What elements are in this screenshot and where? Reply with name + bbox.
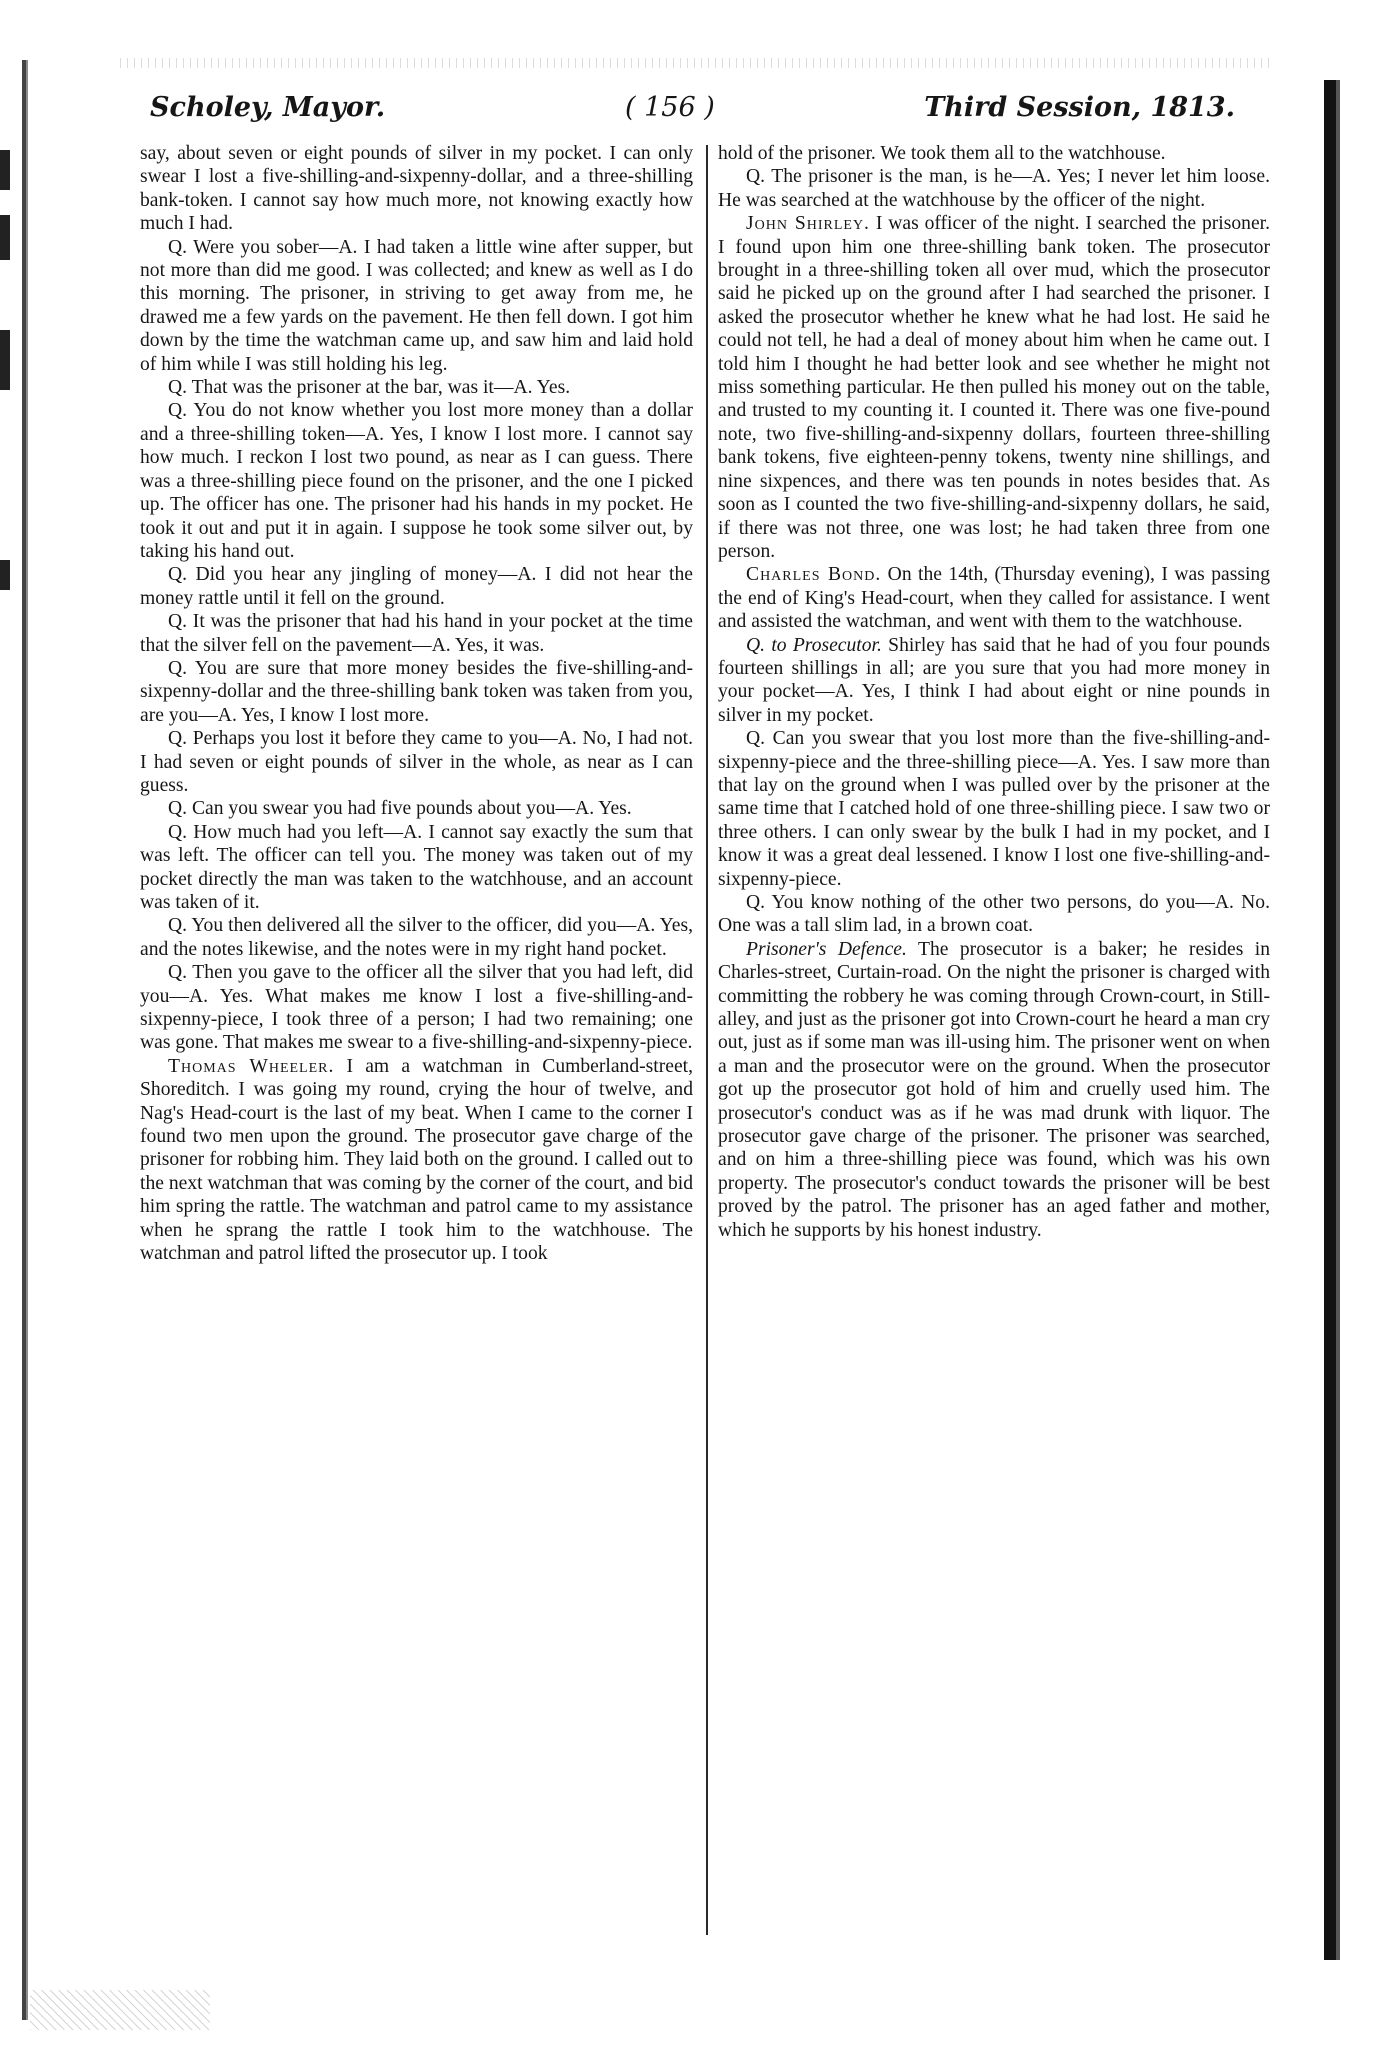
paragraph — [140, 727, 693, 797]
paragraph-text: Q. It was the prisoner that had his hand in your pocket at the time that the silver fell on the pavement—A. Yes, it was. — [140, 611, 693, 656]
paragraph — [140, 610, 693, 657]
paragraph-text: Shirley has said that he had of you four pounds fourteen shillings in all; are you sure that you had more money in your pocket—A. Yes, I think I had about eight or nine pounds in silver in my pocket. — [718, 634, 1270, 726]
scan-mark — [0, 150, 10, 190]
paragraph — [718, 563, 1270, 633]
paragraph-text: Q. Perhaps you lost it before they came to you—A. No, I had not. I had seven or eight pounds of silver in the whole, as near as I can guess. — [140, 728, 693, 796]
paragraph-text: Q. You then delivered all the silver to the officer, did you—A. Yes, and the notes likewise, and the notes were in my right hand pocket. — [140, 915, 693, 960]
paragraph-text: I was officer of the night. I searched the prisoner. I found upon him one three-shilling bank token. The prosecutor brought in a three-shilling token all over mud, which the prosecutor said he picked up on the ground after I had searched the prisoner. I asked the prosecutor whether he knew what he had lost. He said he could not tell, he had a deal of money about him when he came out. I told him I thought he had better look and see whether he might not miss something particular. He then pulled his money out on the table, and trusted to my counting it. I counted it. There was one five-pound note, two five-shilling-and-sixpenny dollars, fourteen three-shilling bank tokens, five eighteen-penny tokens, twenty nine shillings, and nine sixpences, and there was ten pounds in notes besides that. As soon as I counted the two five-shilling-and-sixpenny dollars, he said, if there was not three, one was lost; he had taken three from one person. — [718, 213, 1270, 562]
scan-mark — [0, 215, 10, 260]
paragraph-text: Q. You know nothing of the other two persons, do you—A. No. One was a tall slim lad, in a brown coat. — [718, 892, 1270, 937]
paragraph-text: I am a watchman in Cumberland-street, Shoreditch. I was going my round, crying the hour of twelve, and Nag's Head-court is the last of my beat. When I came to the corner I found two men upon the ground. The prosecutor gave charge of the prisoner for robbing him. They laid both on the ground. I called out to the next watchman that was coming by the corner of the court, and bid him spring the rattle. The watchman and patrol came to my assistance when he sprang the rattle I took him to the watchhouse. The watchman and patrol lifted the prosecutor up. I took — [140, 1055, 693, 1265]
paragraph — [140, 376, 693, 399]
running-head-right: Third Session, 1813. — [924, 92, 1235, 123]
paragraph — [718, 142, 1270, 165]
paragraph — [140, 797, 693, 820]
paragraph — [140, 399, 693, 563]
paragraph-text: Q. Did you hear any jingling of money—A. I did not hear the money rattle until it fell on the ground. — [140, 564, 693, 609]
speaker-name: Thomas Wheeler. — [168, 1055, 335, 1077]
scan-right-edge — [1318, 80, 1342, 1960]
paragraph-lead: Prisoner's Defence. — [746, 938, 907, 960]
scan-left-edge — [22, 60, 32, 2020]
scan-mark — [0, 330, 10, 390]
speaker-name: Charles Bond. — [746, 564, 882, 586]
paragraph-text: say, about seven or eight pounds of silver in my pocket. I can only swear I lost a five-shilling-and-sixpenny-dollar, and a three-shilling bank-token. I cannot say how much more, not knowing exactly how much I had. — [140, 143, 693, 235]
paragraph-text: Q. Then you gave to the officer all the silver that you had left, did you—A. Yes. What makes me know I lost a five-shilling-and-sixpenny-piece, I took three of a person; I had two remaining; one was gone. That makes me swear to a five-shilling-and-sixpenny-piece. — [140, 962, 693, 1054]
running-head-left: Scholey, Mayor. — [150, 92, 386, 123]
paragraph — [718, 212, 1270, 563]
paragraph-text: Q. Were you sober—A. I had taken a little wine after supper, but not more than did me good. I was collected; and knew as well as I do this morning. The prisoner, in striving to get away from me, he drawed me a few yards on the pavement. He then fell down. I got him down by the time the watchman came up, and saw him and laid hold of him while I was still holding his leg. — [140, 236, 693, 375]
paragraph — [718, 891, 1270, 938]
page-header — [150, 92, 1235, 132]
scan-speckle — [120, 58, 1270, 68]
paragraph — [718, 727, 1270, 891]
paragraph-text: Q. Can you swear you had five pounds about you—A. Yes. — [168, 798, 632, 820]
paragraph — [718, 165, 1270, 212]
paragraph — [140, 821, 693, 915]
paragraph-text: Q. That was the prisoner at the bar, was it—A. Yes. — [168, 377, 571, 399]
paragraph-text: On the 14th, (Thursday evening), I was passing the end of King's Head-court, when they called for assistance. I went and assisted the watchman, and went with them to the watchhouse. — [718, 564, 1270, 633]
paragraph — [140, 1055, 693, 1266]
speaker-name: John Shirley. — [746, 213, 870, 235]
paragraph — [140, 563, 693, 610]
paragraph-text: Q. How much had you left—A. I cannot say exactly the sum that was left. The officer can tell you. The money was taken out of my pocket directly the man was taken to the watchhouse, and an account was taken of it. — [140, 821, 693, 913]
left-column — [140, 142, 693, 1952]
page-number: ( 156 ) — [625, 92, 715, 123]
scan-speckle — [30, 1990, 210, 2030]
paragraph — [140, 142, 693, 236]
paragraph-lead: Q. to Prosecutor. — [746, 634, 882, 656]
paragraph — [140, 914, 693, 961]
paragraph-text: Q. You are sure that more money besides the five-shilling-and-sixpenny-dollar and the three-shilling bank token was taken from you, are you—A. Yes, I know I lost more. — [140, 657, 693, 726]
paragraph-text: The prosecutor is a baker; he resides in Charles-street, Curtain-road. On the night the prisoner is charged with committing the robbery he was coming through Crown-court, in Still-alley, and just as the prisoner got into Crown-court he heard a man cry out, just as if some man was ill-using him. The prisoner went on when a man and the prosecutor were on the ground. When the prosecutor got up the prosecutor got hold of him and cruelly used him. The prosecutor's conduct was as if he was mad drunk with liquor. The prosecutor gave charge of the prisoner. The prisoner was searched, and on him a three-shilling piece was found, which was his own property. The prosecutor's conduct towards the prisoner will be best proved by the patrol. The prisoner has an aged father and mother, which he supports by his honest industry. — [718, 938, 1270, 1241]
right-column — [718, 142, 1270, 1952]
paragraph-text: Q. Can you swear that you lost more than the five-shilling-and-sixpenny-piece and the three-shilling piece—A. Yes. I saw more than that lay on the ground when I was pulled over by the prisoner at the same time that I catched hold of one three-shilling piece. I saw two or three others. I can only swear by the bulk I had in my pocket, and I know it was a great deal lessened. I know I lost one five-shilling-and-sixpenny-piece. — [718, 728, 1270, 890]
paragraph — [718, 634, 1270, 728]
paragraph — [140, 657, 693, 727]
paragraph — [140, 236, 693, 376]
paragraph — [140, 961, 693, 1055]
paragraph — [718, 938, 1270, 1242]
paragraph-text: Q. The prisoner is the man, is he—A. Yes; I never let him loose. He was searched at the watchhouse by the officer of the night. — [718, 166, 1270, 211]
paragraph-text: hold of the prisoner. We took them all to the watchhouse. — [718, 143, 1166, 164]
column-divider — [706, 145, 708, 1935]
paragraph-text: Q. You do not know whether you lost more money than a dollar and a three-shilling token—A. Yes, I know I lost more. I cannot say how much. I reckon I lost two pound, as near as I can guess. There was a three-shilling piece found on the prisoner, and the one I picked up. The officer has one. The prisoner had his hands in my pocket. He took it out and put it in again. I suppose he took some silver out, by taking his hand out. — [140, 400, 693, 562]
scan-mark — [0, 560, 10, 590]
